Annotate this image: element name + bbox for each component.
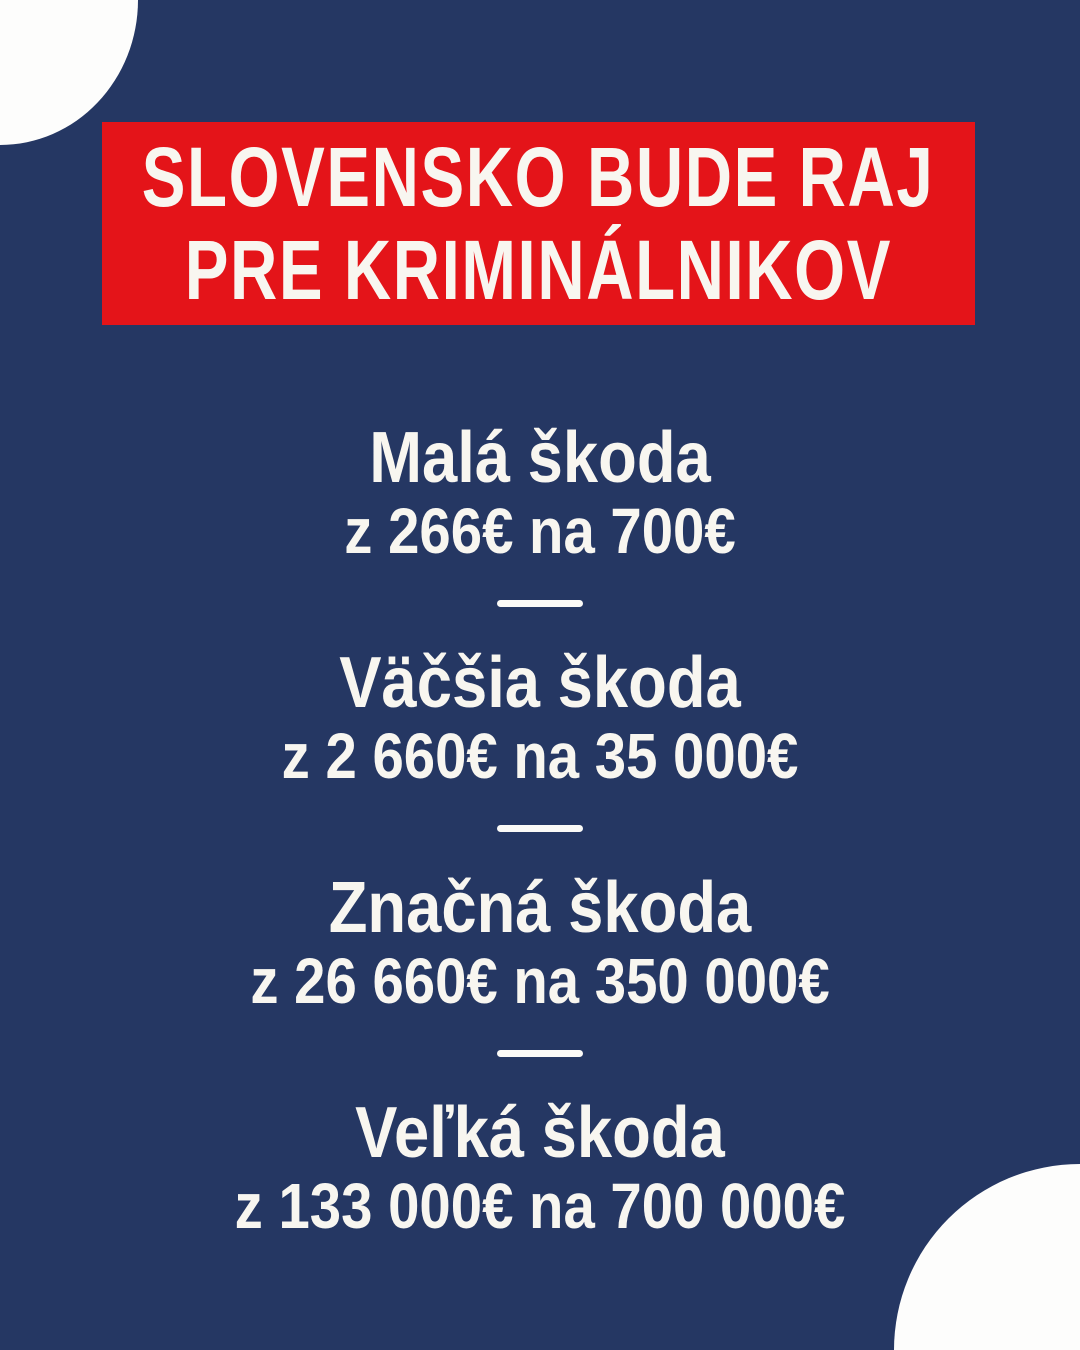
tier-title: Malá škoda bbox=[369, 418, 711, 498]
tier-znacna-skoda bbox=[0, 868, 1080, 1017]
tier-change: z 133 000€ na 700 000€ bbox=[234, 1170, 846, 1242]
tier-vacsia-skoda bbox=[0, 643, 1080, 792]
tier-change: z 266€ na 700€ bbox=[344, 495, 736, 567]
headline-line-2: PRE KRIMINÁLNIKOV bbox=[184, 222, 893, 317]
tier-title: Veľká škoda bbox=[355, 1093, 725, 1173]
tier-mala-skoda bbox=[0, 418, 1080, 567]
divider-line bbox=[497, 825, 583, 832]
tier-change: z 26 660€ na 350 000€ bbox=[250, 945, 830, 1017]
tier-change: z 2 660€ na 35 000€ bbox=[281, 720, 799, 792]
headline-banner bbox=[102, 122, 975, 325]
tier-title: Väčšia škoda bbox=[339, 643, 741, 723]
divider-line bbox=[497, 1050, 583, 1057]
divider-row bbox=[0, 789, 1080, 868]
divider-row bbox=[0, 564, 1080, 643]
tier-title: Značná škoda bbox=[328, 868, 752, 948]
headline-line-1: SLOVENSKO BUDE RAJ bbox=[142, 129, 935, 224]
divider-row bbox=[0, 1014, 1080, 1093]
tier-velka-skoda bbox=[0, 1093, 1080, 1242]
damage-tier-list bbox=[0, 418, 1080, 1242]
divider-line bbox=[497, 600, 583, 607]
